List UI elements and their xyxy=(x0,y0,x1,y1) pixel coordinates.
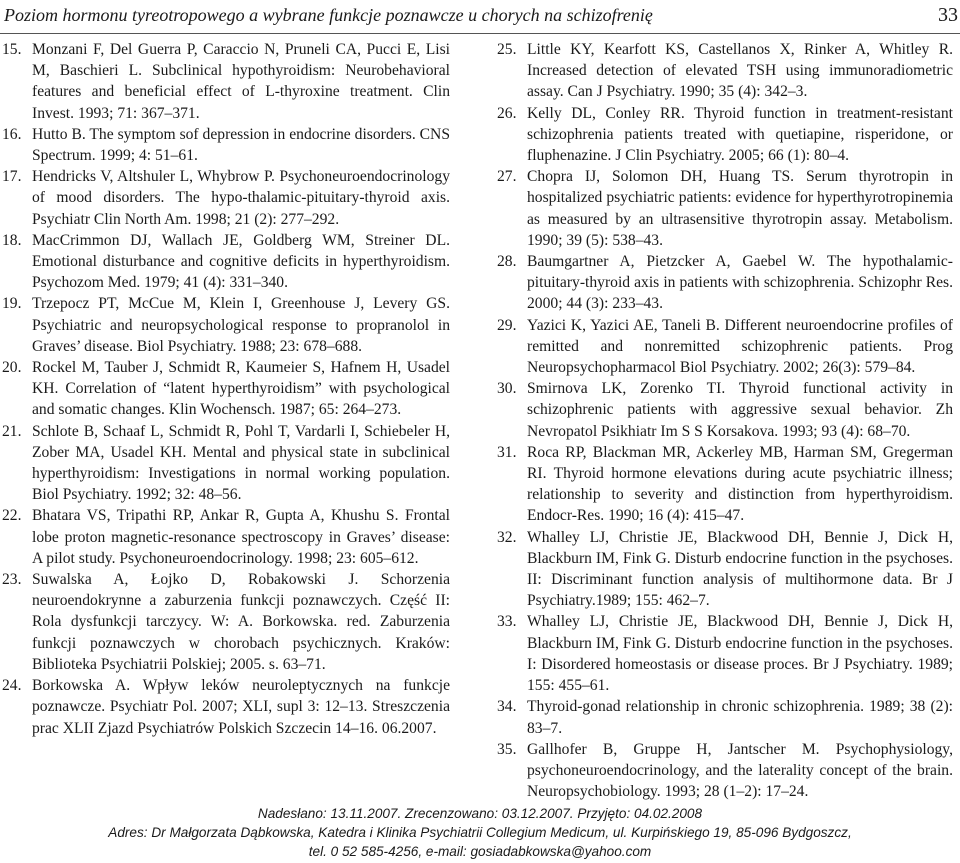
reference-text: Roca RP, Blackman MR, Ackerley MB, Harman SM, Gregerman RI. Thyroid hormone elevations during acute psychiatric illness; relationship to severity and distinction from hyperthyroidism. Endocr-Res. 1990; 16 (4): 415–47. xyxy=(527,443,953,525)
reference-number: 33. xyxy=(497,613,517,631)
reference-text: Suwalska A, Łojko D, Robakowski J. Schorzenia neuroendokrynne a zaburzenia funkcji poznawczych. Część II: Rola dysfunkcji tarczycy. W: A. Borkowska. red. Zaburzenia funkcji poznawczych w chorobach psychicznych. Kraków: Biblioteka Psychiatrii Polskiej; 2005. s. 63–71. xyxy=(32,571,450,673)
reference-number: 32. xyxy=(497,528,517,546)
reference-number: 25. xyxy=(497,41,517,58)
reference-text: Chopra IJ, Solomon DH, Huang TS. Serum thyrotropin in hospitalized psychiatric patients: evidence for hyperthyrotropinemia as measured by an ultrasensitive thyrotropin assay. Metabolism. 1990; 39 (5): 538–43. xyxy=(527,168,953,249)
article-footer xyxy=(0,804,960,861)
reference-number: 23. xyxy=(2,571,22,589)
reference-text: Borkowska A. Wpływ leków neuroleptycznych na funkcje poznawcze. Psychiatr Pol. 2007; XLI, supl 3: 12–13. Streszczenia prac XLII Zjazd Psychiatrów Polskich Szczecin 14–16. 06.2007. xyxy=(32,677,450,737)
reference-text: Bhatara VS, Tripathi RP, Ankar R, Gupta A, Khushu S. Frontal lobe proton magnetic-resonance spectroscopy in Graves’ disease: A pilot study. Psychoneuroendocrinology. 1998; 23: 605–612. xyxy=(32,507,450,567)
reference-number: 19. xyxy=(2,295,22,313)
correspondence-contact: tel. 0 52 585-4256, e-mail: gosiadabkowska@yahoo.com xyxy=(308,844,652,859)
reference-item xyxy=(2,124,450,166)
reference-text: Whalley LJ, Christie JE, Blackwood DH, Bennie J, Dick H, Blackburn IM, Fink G. Disturb endocrine function in the psychoses. I: Disordered homeostasis or disease proces. Br J Psychiatry. 1989; 155: 455–61. xyxy=(527,613,953,695)
reference-number: 15. xyxy=(2,41,22,58)
reference-text: Smirnova LK, Zorenko TI. Thyroid functional activity in schizophrenic patients with aggressive sexual behavior. Zh Nevropatol Psikhiatr Im S S Korsakova. 1993; 93 (4): 68–70. xyxy=(527,380,953,440)
reference-item xyxy=(497,103,953,167)
reference-item xyxy=(497,251,953,315)
reference-item xyxy=(2,421,450,506)
page-number: 33 xyxy=(938,4,958,26)
reference-number: 18. xyxy=(2,231,22,249)
submission-dates: Nadesłano: 13.11.2007. Zrecenzowano: 03.12.2007. Przyjęto: 04.02.2008 xyxy=(257,806,703,821)
reference-item xyxy=(2,357,450,421)
reference-number: 22. xyxy=(2,507,22,525)
reference-item xyxy=(2,39,450,124)
reference-text: Schlote B, Schaaf L, Schmidt R, Pohl T, Vardarli I, Schiebeler H, Zober MA, Usadel KH. Mental and physical state in subclinical hyperthyroidism: Investigations in normal working population. Biol Psychiatry. 1992; 32: 48–56. xyxy=(32,422,450,504)
reference-item xyxy=(2,166,450,230)
reference-text: Baumgartner A, Pietzcker A, Gaebel W. The hypothalamic-pituitary-thyroid axis in patients with schizophrenia. Schizophr Res. 2000; 44 (3): 233–43. xyxy=(527,253,953,313)
references-right-column xyxy=(497,39,953,802)
reference-number: 17. xyxy=(2,168,22,186)
reference-number: 16. xyxy=(2,125,22,143)
reference-number: 28. xyxy=(497,253,517,271)
reference-item xyxy=(497,696,953,738)
reference-item xyxy=(2,230,450,294)
reference-number: 31. xyxy=(497,443,517,461)
reference-item xyxy=(497,39,953,103)
reference-number: 35. xyxy=(497,740,517,758)
reference-text: Thyroid-gonad relationship in chronic schizophrenia. 1989; 38 (2): 83–7. xyxy=(527,698,953,737)
reference-item xyxy=(497,527,953,612)
reference-text: Hutto B. The symptom sof depression in endocrine disorders. CNS Spectrum. 1999; 4: 51–61. xyxy=(32,125,450,165)
reference-number: 30. xyxy=(497,380,517,398)
reference-number: 26. xyxy=(497,104,517,122)
reference-text: Whalley LJ, Christie JE, Blackwood DH, Bennie J, Dick H, Blackburn IM, Fink G. Disturb endocrine function in the psychoses. II: Discriminant function analysis of multihormone data. Br J Psychiatry.1989; 155: 462–7. xyxy=(527,528,953,610)
reference-item xyxy=(497,739,953,803)
reference-number: 34. xyxy=(497,698,517,716)
reference-item xyxy=(2,505,450,569)
reference-text: Rockel M, Tauber J, Schmidt R, Kaumeier S, Hafnem H, Usadel KH. Correlation of “latent hyperthyroidism” with psychological and somatic changes. Klin Wochensch. 1987; 65: 264–273. xyxy=(32,359,450,419)
reference-item xyxy=(2,675,450,739)
reference-number: 27. xyxy=(497,168,517,186)
reference-number: 24. xyxy=(2,677,22,695)
running-title: Poziom hormonu tyreotropowego a wybrane funkcje poznawcze u chorych na schizofrenię xyxy=(4,5,653,25)
reference-item xyxy=(2,293,450,357)
reference-item xyxy=(497,442,953,527)
running-header xyxy=(4,4,958,30)
reference-text: Trzepocz PT, McCue M, Klein I, Greenhouse J, Levery GS. Psychiatric and neuropsychological response to propranolol in Graves’ disease. Biol Psychiatry. 1988; 23: 678–688. xyxy=(32,295,450,355)
reference-text: Monzani F, Del Guerra P, Caraccio N, Pruneli CA, Pucci E, Lisi M, Baschieri L. Subclinical hypothyroidism: Neurobehavioral features and beneficial effect of L-thyroxine treatment. Clin Invest. 1993; 71: 367–371. xyxy=(32,41,450,122)
reference-number: 29. xyxy=(497,316,517,334)
reference-number: 21. xyxy=(2,422,22,440)
reference-item xyxy=(497,166,953,251)
reference-text: MacCrimmon DJ, Wallach JE, Goldberg WM, Streiner DL. Emotional disturbance and cognitive deficits in hyperthyroidism. Psychozom Med. 1979; 41 (4): 331–340. xyxy=(32,231,450,292)
reference-item xyxy=(497,378,953,442)
reference-item xyxy=(497,611,953,696)
reference-item xyxy=(497,315,953,379)
references-left-column xyxy=(2,39,450,739)
reference-text: Yazici K, Yazici AE, Taneli B. Different neuroendocrine profiles of remitted and nonremitted schizophrenic patients. Prog Neuropsychopharmacol Biol Psychiatry. 2002; 26(3): 579–84. xyxy=(527,316,953,377)
reference-text: Kelly DL, Conley RR. Thyroid function in treatment-resistant schizophrenia patients treated with quetiapine, risperidone, or fluphenazine. J Clin Psychiatry. 2005; 66 (1): 80–4. xyxy=(527,104,953,165)
reference-text: Hendricks V, Altshuler L, Whybrow P. Psychoneuroendocrinology of mood disorders. The hypo-thalamic-pituitary-thyroid axis. Psychiatr Clin North Am. 1998; 21 (2): 277–292. xyxy=(32,168,450,228)
reference-text: Little KY, Kearfott KS, Castellanos X, Rinker A, Whitley R. Increased detection of elevated TSH using immunoradiometric assay. Can J Psychiatry. 1990; 35 (4): 342–3. xyxy=(527,41,953,101)
reference-item xyxy=(2,569,450,675)
reference-number: 20. xyxy=(2,359,22,377)
reference-text: Gallhofer B, Gruppe H, Jantscher M. Psychophysiology, psychoneuroendocrinology, and the laterality concept of the brain. Neuropsychobiology. 1993; 28 (1–2): 17–24. xyxy=(527,740,953,801)
correspondence-address: Adres: Dr Małgorzata Dąbkowska, Katedra i Klinika Psychiatrii Collegium Medicum, ul. Kurpińskiego 19, 85-096 Bydgoszcz, xyxy=(108,825,852,840)
header-rule xyxy=(0,33,960,34)
